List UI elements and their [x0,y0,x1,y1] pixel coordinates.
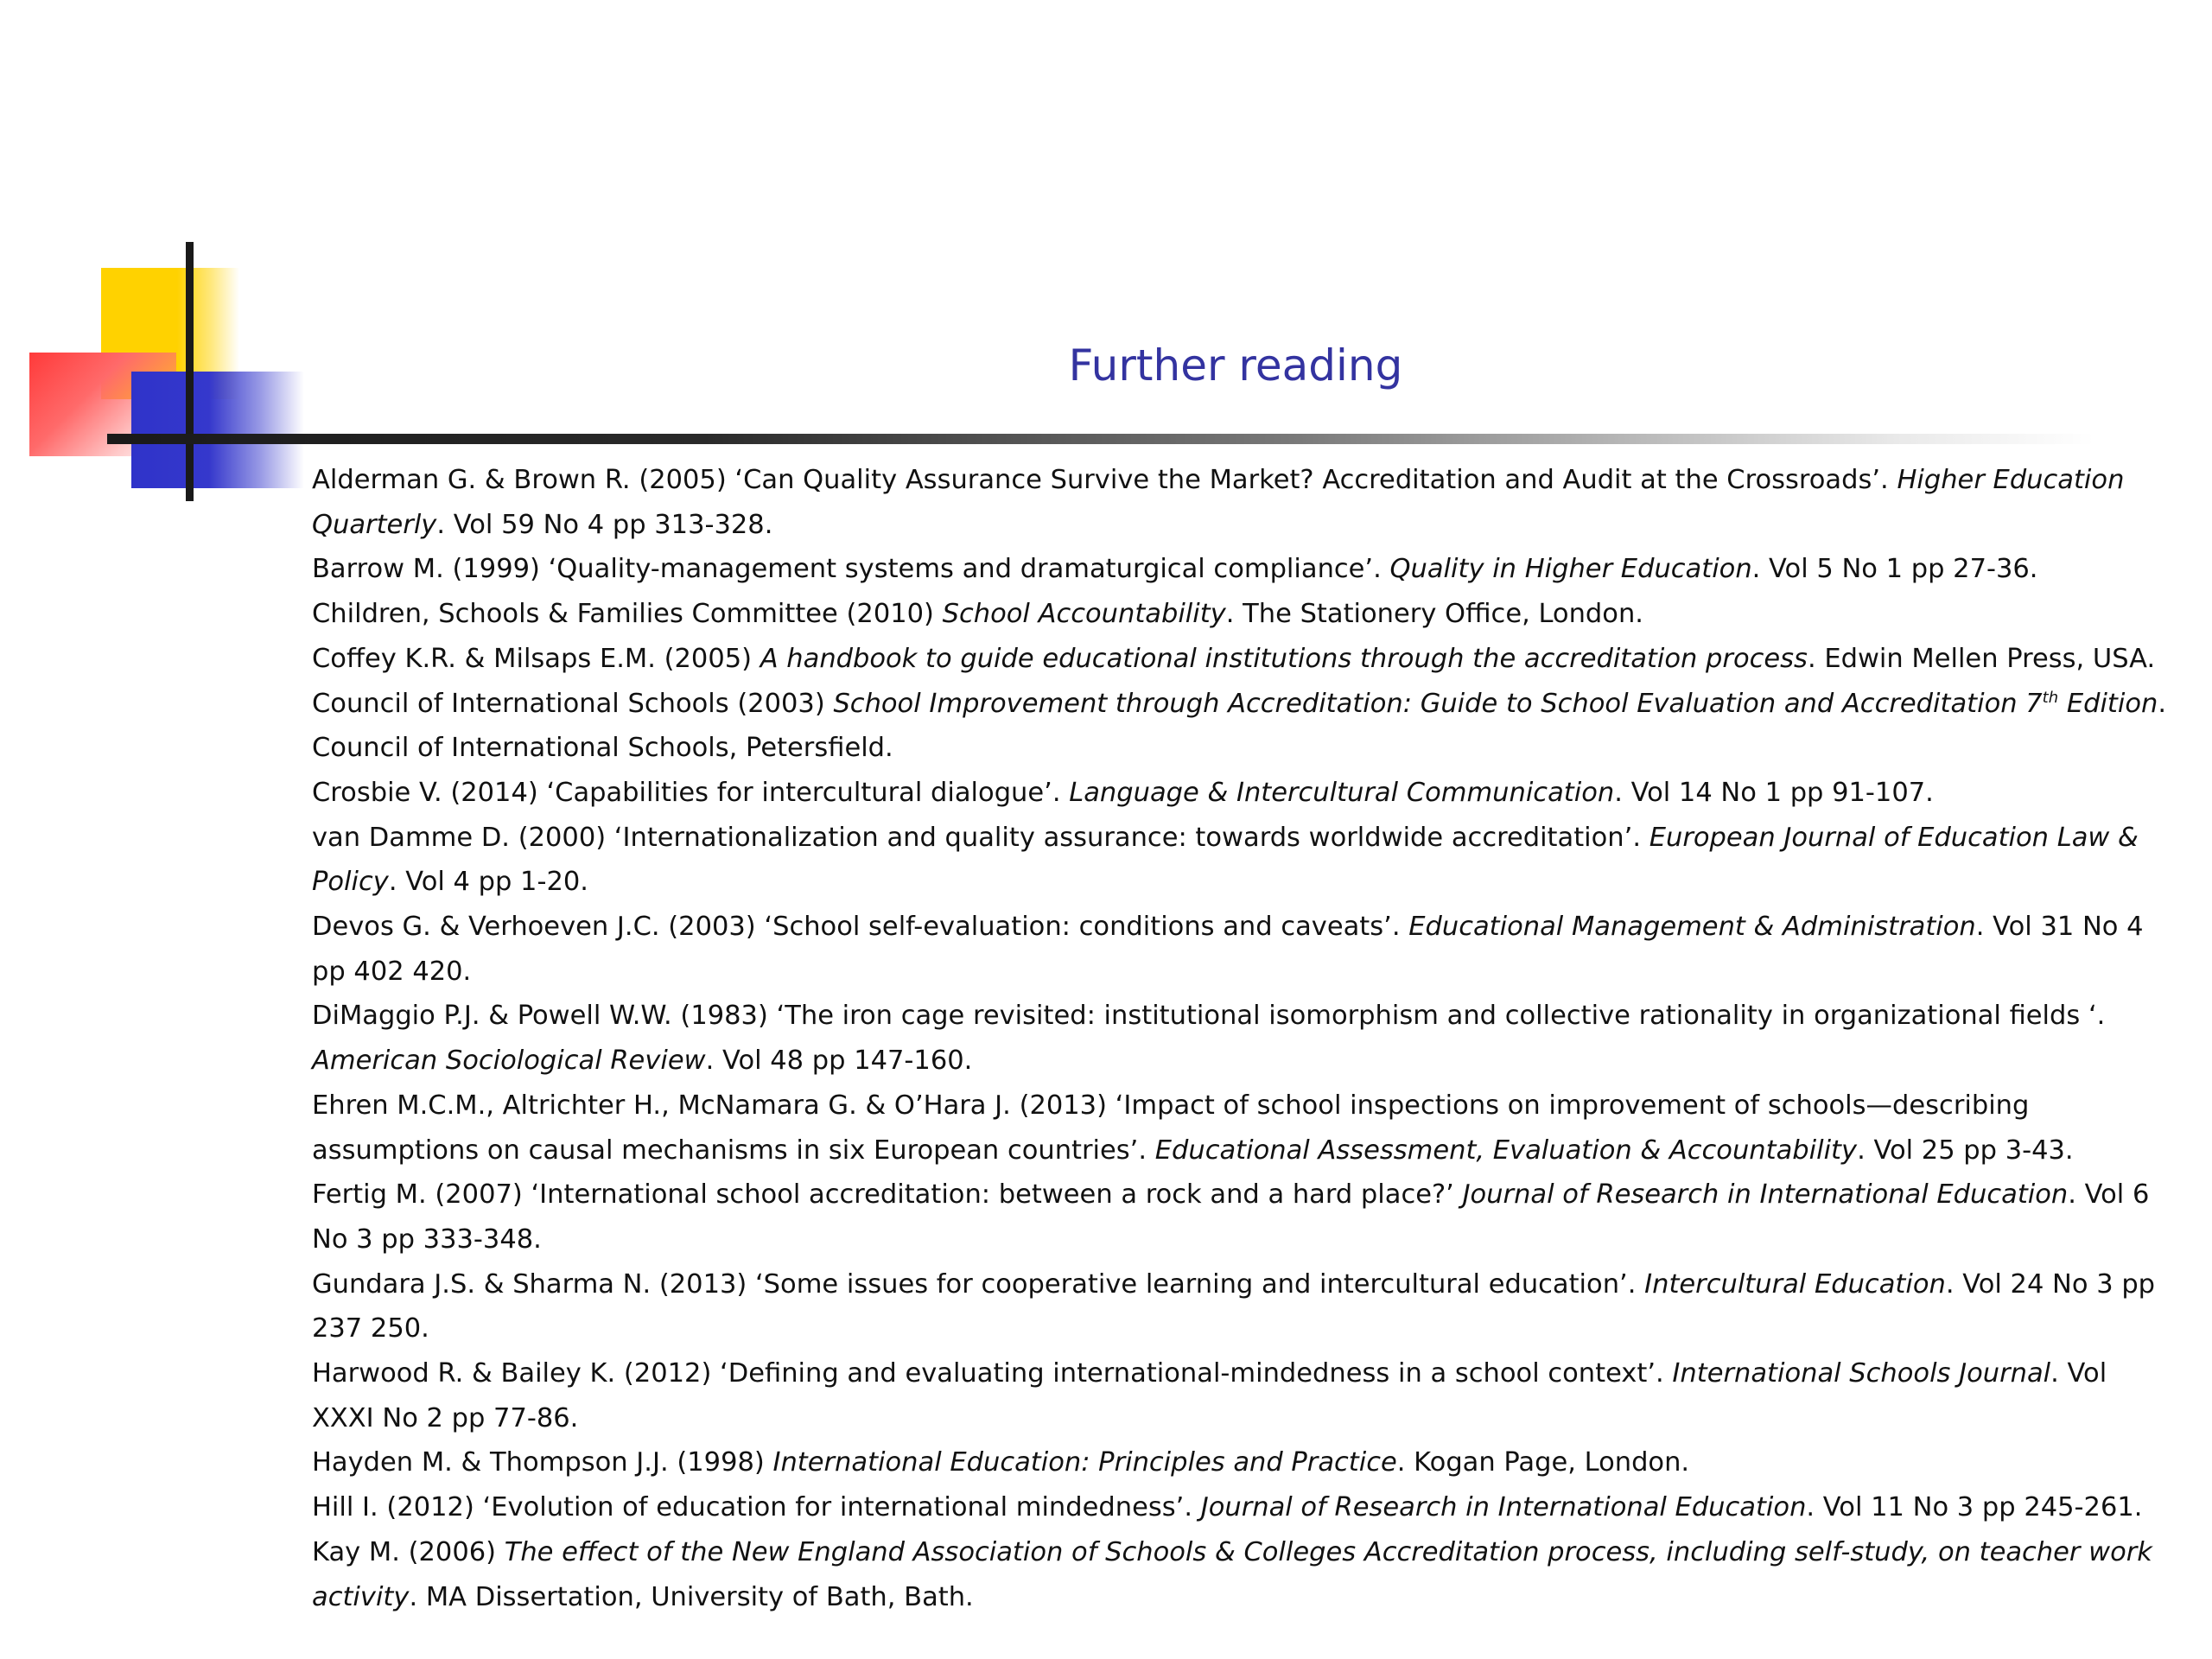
reference-details: . Vol XXXI No 2 pp 77-86. [312,1358,2107,1433]
reference-details: . Vol 6 No 3 pp 333-348. [312,1179,2150,1255]
reference-entry [312,592,2170,637]
reference-text: Kay M. (2006) [312,1536,505,1567]
reference-title: American Sociological Review [312,1046,706,1077]
reference-details: . Vol 25 pp 3-43. [1857,1135,2074,1166]
reference-details: . Vol 31 No 4 pp 402 420. [312,912,2144,987]
reference-details: . Vol 5 No 1 pp 27-36. [1751,554,2038,585]
reference-entry [312,1440,2170,1485]
reference-list [312,458,2170,1619]
reference-title: A handbook to guide educational institutions through the accreditation process [760,643,1808,674]
reference-text: Fertig M. (2007) ‘International school accreditation: between a rock and a hard place?’ [312,1179,1463,1211]
reference-entry [312,682,2170,771]
reference-text: Alderman G. & Brown R. (2005) ‘Can Quality Assurance Survive the Market? Accreditation and Audit at the Crossroads’. [312,465,1897,495]
reference-entry [312,1173,2170,1262]
reference-title: School Improvement through Accreditation: Guide to School Evaluation and Accreditation 7 [833,688,2043,719]
reference-text: DiMaggio P.J. & Powell W.W. (1983) ‘The iron cage revisited: institutional isomorphism and collective rationality in organizational fields ‘. [312,1001,2106,1032]
reference-title: Journal of Research in International Education [1200,1492,1807,1523]
reference-text: Gundara J.S. & Sharma N. (2013) ‘Some issues for cooperative learning and intercultural education’. [312,1268,1645,1300]
reference-title: European Journal of Education Law & Policy [312,822,2139,898]
reference-entry [312,816,2170,905]
reference-details: . Vol 59 No 4 pp 313-328. [436,509,773,540]
reference-text: Hill I. (2012) ‘Evolution of education for international mindedness’. [312,1492,1201,1523]
reference-superscript: th [2042,688,2059,707]
reference-details: . Vol 14 No 1 pp 91-107. [1614,777,1934,808]
reference-title: Journal of Research in International Education [1462,1179,2069,1211]
reference-title-cont: Edition [2058,688,2158,719]
reference-title: Intercultural Education [1644,1268,1946,1300]
reference-entry [312,1485,2170,1530]
reference-text: Harwood R. & Bailey K. (2012) ‘Defining and evaluating international-mindedness in a school context’. [312,1358,1673,1389]
reference-title: International Schools Journal [1672,1358,2051,1389]
reference-entry [312,547,2170,592]
reference-entry [312,637,2170,682]
reference-title: Language & Intercultural Communication [1069,777,1615,808]
reference-details: . Vol 4 pp 1-20. [388,867,588,898]
reference-details: . Vol 24 No 3 pp 237 250. [312,1268,2156,1344]
reference-title: Educational Management & Administration [1408,912,1976,943]
title-underline-rule [107,434,2094,444]
reference-title: International Education: Principles and Practice [772,1447,1397,1478]
reference-text: Coffey K.R. & Milsaps E.M. (2005) [312,643,760,674]
reference-title: Higher Education Quarterly [312,465,2125,540]
reference-entry [312,1084,2170,1173]
reference-details: . The Stationery Office, London. [1225,599,1643,630]
reference-text: Council of International Schools (2003) [312,688,834,719]
reference-entry [312,1351,2170,1440]
reference-details: . Council of International Schools, Petersfield. [312,688,2167,764]
reference-text: Devos G. & Verhoeven J.C. (2003) ‘School self-evaluation: conditions and caveats’. [312,912,1409,943]
reference-text: Crosbie V. (2014) ‘Capabilities for intercultural dialogue’. [312,777,1070,808]
reference-text: Ehren M.C.M., Altrichter H., McNamara G. & O’Hara J. (2013) ‘Impact of school inspections on improvement of schools—describing assumptions on causal mechanisms in six European countries’. [312,1090,2030,1166]
reference-details: . Vol 48 pp 147-160. [705,1046,973,1077]
reference-entry [312,994,2170,1083]
reference-text: Children, Schools & Families Committee (2010) [312,599,943,630]
reference-title: The effect of the New England Association of Schools & Colleges Accreditation process, including self-study, on teacher work activity [312,1536,2152,1612]
reference-text: Barrow M. (1999) ‘Quality-management systems and dramaturgical compliance’. [312,554,1390,585]
reference-details: . Edwin Mellen Press, USA. [1807,643,2156,674]
reference-details: . Kogan Page, London. [1396,1447,1690,1478]
page-title: Further reading [1068,340,1403,391]
reference-text: Hayden M. & Thompson J.J. (1998) [312,1447,773,1478]
reference-entry [312,905,2170,994]
reference-details: . Vol 11 No 3 pp 245-261. [1806,1492,2143,1523]
reference-title: Educational Assessment, Evaluation & Accountability [1154,1135,1858,1166]
reference-entry [312,1262,2170,1351]
reference-entry [312,1530,2170,1619]
reference-details: . MA Dissertation, University of Bath, Bath. [409,1581,974,1612]
reference-entry [312,771,2170,816]
reference-entry [312,458,2170,547]
reference-title: Quality in Higher Education [1389,554,1752,585]
reference-text: van Damme D. (2000) ‘Internationalization and quality assurance: towards worldwide accreditation’. [312,822,1649,853]
reference-title: School Accountability [942,599,1226,630]
